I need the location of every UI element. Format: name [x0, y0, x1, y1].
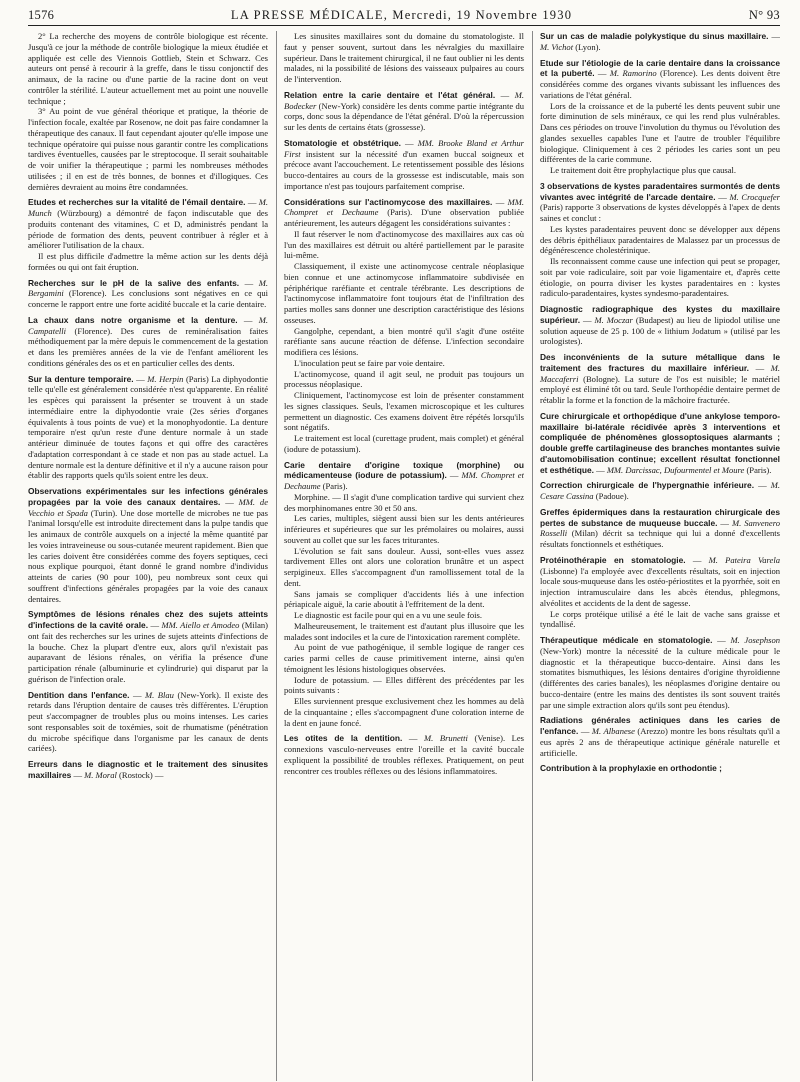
article-heading: Correction chirurgicale de l'hypergnathie inférieure.	[540, 480, 755, 491]
article-block	[28, 374, 268, 482]
article-lead: Carie dentaire d'origine toxique (morphine) ou médicamenteuse (iodure de potassium). — MM. Chompret et Dechaume (Paris).	[284, 459, 524, 491]
article-body: (New-York) montre la nécessité de la culture médicale pour le diagnostic et la thérapeutique bucco-dentaire. Ainsi dans les stomatites bismuthiques, les lésions dentaires d'origine thyroïdienne (différentes des caries banales), les néoplasmes d'origine dentaire ou bucco-dentaire (entre les mains des dentistes ils sont souvent traités par une simple extraction alors qu'ils sont peu étendus).	[540, 645, 780, 710]
article-author: MM. Darcissac, Dufourmentel et Moure	[606, 464, 745, 475]
article-block	[540, 304, 780, 347]
article-body: (Turin). Une dose mortelle de microbes ne tue pas l'animal lorsqu'elle est introduite directement dans la pulpe tandis que les animaux de contrôle auxquels on a injecté la même quantité par les voies intraveineuse ou sous-cutanée meurent rapidement. Bien que les caries doivent être considérées comme des foyers septiques, ceci nous explique pourquoi, étant donné le grand nombre d'individus atteints de caries (90 pour 100), peu nombreux sont ceux qui souffrent d'infections générales propagées par la voie des canaux dentaires.	[28, 507, 268, 604]
article-lead: Etudes et recherches sur la vitalité de l'émail dentaire. — M. Munch (Würzbourg) a démontré de façon indiscutable que des produits contenant des vitamines, C et D, administrés pendant la période de formation des dents, peuvent contribuer à régler et à améliorer l'utilisation de la chaux.	[28, 197, 268, 251]
paragraph: Il faut réserver le nom d'actinomycose des maxillaires aux cas où l'un des maxillaires est détruit ou altéré partiellement par le parasite lui-même.	[284, 228, 524, 261]
article-body: (Venise). Les connexions vasculo-nerveuses entre l'oreille et la cavité buccale expliquent la possibilité de troubles réflexes. Pratiquement, on peut rencontrer ces troubles réflexes ou des lésions inflammatoires.	[284, 733, 524, 776]
article-body: (Florence). Les dents doivent être considérées comme des organes vivants subissant les influences des variations de l'état général.	[540, 68, 780, 100]
article-author: M. Munch	[28, 197, 268, 218]
article-author: M. Vichot	[540, 41, 574, 52]
article-lead: Thérapeutique médicale en stomatologie. — M. Josephson (New-York) montre la nécessité de la culture médicale pour le diagnostic et la thérapeutique bucco-dentaire. Ainsi dans les stomatites bismuthiques, les lésions dentaires d'origine thyroïdienne (différentes des caries banales), les néoplasmes d'origine dentaire ou bucco-dentaire (entre les mains des dentistes ils sont souvent traités par une simple extraction alors qu'ils sont peu étendus).	[540, 635, 780, 710]
article-block	[540, 181, 780, 299]
article-author: M. Albanese	[591, 726, 635, 736]
article-lead: Considérations sur l'actinomycose des maxillaires. — MM. Chompret et Dechaume (Paris). D'une observation publiée antérieurement, les auteurs dégagent les considérations suivantes :	[284, 196, 524, 228]
article-heading: Dentition dans l'enfance.	[28, 689, 130, 700]
article-heading: Sur la denture temporaire.	[28, 373, 134, 384]
paragraph: Les sinusites maxillaires sont du domaine du stomatologiste. Il faut y penser souvent, surtout dans les névralgies du maxillaire supérieur. Dans le traitement chirurgical, il ne faut oublier ni les dents malades, ni la possibilité de lésions des vaisseaux pulpaires au cours de l'intervention.	[284, 31, 524, 84]
article-lead: Dentition dans l'enfance. — M. Blau (New-York). Il existe des retards dans l'éruption dentaire de causes très différentes. L'éruption peut s'accompagner de troubles plus ou moins intenses. Les caries sont responsables soit de toxémies, soit de rhumatisme (pénétration du microbe spécifique dans l'organisme par les canaux de dents cariées).	[28, 689, 268, 754]
article-author: M. Crocquefer	[729, 191, 780, 202]
article-body: (Lisbonne) l'a employée avec d'excellents résultats, soit en injection locale sous-muqueuse dans les ostéo-périostites et la pyorrhée, soit en injection intramusculaire dans les abcès étendus, phlegmons, alvéolites et accidents de la dent de sagesse.	[540, 565, 780, 608]
article-author: M. Moral	[84, 769, 117, 780]
article-heading: Radiations générales actiniques dans les caries de l'enfance.	[540, 715, 780, 736]
article-heading: Etude sur l'étiologie de la carie dentaire dans la croissance et la puberté.	[540, 57, 780, 79]
article-body: (Würzbourg) a démontré de façon indiscutable que des produits contenant des vitamines, C et D, administrés pendant la période de formation des dents, peuvent contribuer à régler et à améliorer l'utilisation de la chaux.	[28, 208, 268, 251]
article-author: M. Pateira Varela	[708, 554, 780, 565]
article-heading: Carie dentaire d'origine toxique (morphine) ou médicamenteuse (iodure de potassium).	[284, 459, 524, 481]
paragraph: L'évolution se fait sans douleur. Aussi, sont-elles vues assez tardivement Elles ont alors une coloration brunâtre et un aspect serpigineux. Elles s'accompagnent d'un ramollissement total de la dent.	[284, 545, 524, 588]
article-lead: Greffes épidermiques dans la restauration chirurgicale des pertes de substance de muqueuse buccale. — M. Sanvenero Rosselli (Milan) décrit sa technique qui lui a donné d'excellents résultats fonctionnels et esthétiques.	[540, 506, 780, 549]
article-block	[284, 197, 524, 455]
paragraph: Au point de vue pathogénique, il semble logique de ranger ces caries parmi celles de cause primitivement interne, ainsi qu'en témoignent les lésions histologiques observées.	[284, 642, 524, 674]
article-author: M. Sanvenero Rosselli	[540, 517, 780, 539]
article-heading: Recherches sur le pH de la salive des enfants.	[28, 277, 240, 288]
article-block	[540, 352, 780, 406]
article-lead: La chaux dans notre organisme et la denture. — M. Campatelli (Florence). Des cures de reminéralisation faites méthodiquement par la mère depuis le commencement de la gestation et dans les premières années de la vie de l'enfant améliorent les conditions générales des os et en particulier celles des dents.	[28, 314, 268, 368]
article-heading: Diagnostic radiographique des kystes du maxillaire supérieur.	[540, 304, 780, 325]
article-heading: Symptômes de lésions rénales chez des sujets atteints d'infections de la cavité orale.	[28, 609, 268, 630]
paragraph: 3° Au point de vue général théorique et pratique, la théorie de l'infection focale, exaltée par Rosenow, ne doit pas faire condamner la thérapeutique des canaux. Il faut cependant ajouter qu'elle impose une technique opératoire qui puisse nous garantir contre les complications tardives éventuelles, causées par le streptocoque. Il serait souhaitable de voir unifier la thérapeutique ; parmi les nombreuses méthodes utilisées ; il en est de très bonnes, de bonnes et d'illogiques. Ces dernières devraient au moins être condamnées.	[28, 106, 268, 192]
paragraph: Elles surviennent presque exclusivement chez les hommes au delà de la cinquantaine ; elles s'accompagnent d'une coloration interne de la dent en jaune foncé.	[284, 696, 524, 728]
article-body: (Paris).	[320, 481, 348, 491]
article-block	[28, 278, 268, 310]
paragraph: Le corps protéique utilisé a été le lait de vache sans graisse et tyndallisé.	[540, 608, 780, 630]
article-heading: Observations expérimentales sur les infections générales propagées par la voie des canaux dentaires.	[28, 486, 268, 507]
article-body: (Milan) décrit sa technique qui lui a donné d'excellents résultats fonctionnels et esthétiques.	[540, 528, 780, 549]
article-lead: Recherches sur le pH de la salive des enfants. — M. Bergamini (Florence). Les conclusions sont négatives en ce qui concerne le rapport entre une forte acidité buccale et la carie dentaire.	[28, 277, 268, 309]
article-body: (Paris).	[744, 464, 772, 475]
article-block	[540, 715, 780, 758]
article-lead: Les otites de la dentition. — M. Brunetti (Venise). Les connexions vasculo-nerveuses entre l'oreille et la cavité buccale expliquent la possibilité de troubles réflexes. Pratiquement, on peut rencontrer ces troubles réflexes ou des lésions inflammatoires.	[284, 733, 524, 776]
paragraph: L'actinomycose, quand il agit seul, ne produit pas toujours un processus néoplasique.	[284, 368, 524, 390]
article-body: (Florence). Les conclusions sont négatives en ce qui concerne le rapport entre une forte acidité buccale et la carie dentaire.	[28, 288, 268, 309]
article-block	[28, 31, 268, 192]
article-heading: 3 observations de kystes paradentaires surmontés de dents vivantes avec intégrité de l'arcade dentaire.	[540, 180, 780, 202]
article-body: (Milan) ont fait des recherches sur les urines de sujets atteints d'infections de la bouche. Chez la plupart d'entre eux, alors qu'il n'existait pas auparavant de lésions rénales, on vérifia la présence d'une participation rénale (albuminurie et cylindrurie) qui disparut par la guérison de l'infection orale.	[28, 620, 268, 684]
paragraph: Le traitement doit être prophylactique plus que causal.	[550, 165, 737, 175]
article-lead: Symptômes de lésions rénales chez des sujets atteints d'infections de la cavité orale. — MM. Aiello et Amodeo (Milan) ont fait des recherches sur les urines de sujets atteints d'infections de la bouche. Chez la plupart d'entre eux, alors qu'il n'existait pas auparavant de lésions rénales, on vérifia la présence d'une participation rénale (albuminurie et cylindrurie) qui disparut par la guérison de l'infection orale.	[28, 609, 268, 684]
article-block	[540, 31, 780, 53]
article-author: M. Moczar	[594, 314, 633, 325]
article-author: M. Brunetti	[424, 733, 468, 744]
article-lead: Stomatologie et obstétrique. — MM. Brooke Bland et Arthur First insistent sur la nécessité d'un examen buccal soigneux et précoce avant l'accouchement. Le retentissement possible des lésions bucco-dentaires au cours de la grossesse est indiscutable, mais son importance n'est pas toujours parfaitement comprise.	[284, 137, 524, 191]
article-body: (Bologne). La suture de l'os est nuisible; le matériel employé est éliminé tôt ou tard. Seule l'orthopédie dentaire permet de rétablir la forme et la fonction de la mâchoire fracturée.	[540, 373, 780, 405]
article-block	[540, 411, 780, 476]
paragraph: Les caries, multiples, siègent aussi bien sur les dents antérieures inférieures et supérieures que sur les prémolaires ou molaires, aussi souvent au collet que sur les faces triturantes.	[284, 513, 524, 545]
article-author: M. Bodecker	[284, 89, 524, 111]
paragraph: Classiquement, il existe une actinomycose centrale néoplasique bien connue et une actinomycose inflammatoire subdivisée en périphérique raréfiante et centrale térébrante. Les descriptions de l'actinomycose inflammatoire font toujours état de l'infiltration des parties molles sans donner une description caractéristique des lésions osseuses.	[284, 261, 524, 325]
article-body: (Arezzo) montre les bons résultats qu'il a eus après 2 ans de thérapeutique actinique générale naturelle et artificielle.	[540, 726, 780, 758]
article-author: MM. de Vecchio et Spada	[28, 496, 268, 518]
article-block	[540, 507, 780, 550]
article-lead: Sur la denture temporaire. — M. Herpin (Paris) La diphyodontie telle qu'elle est généralement considérée n'est qu'apparente. En réalité les espèces qui paraissent la présenter se trouvent à un stade intermédiaire entre la diphyodontie vraie (2es séries d'organes équivalents à tous points de vue) et la monophyodontie. La denture temporaire n'est qu'un reste d'une denture normale à un stade antérieur diminuée de toutes façons et qui offre des caractères d'adaptation correspondant à ce stade et non pas au stade actuel. La denture normale est la denture définitive et il n'y a aucune raison pour établir des rapports quels qu'ils soient entre les deux.	[28, 373, 268, 481]
article-lead: Etude sur l'étiologie de la carie dentaire dans la croissance et la puberté. — M. Ramorino (Florence). Les dents doivent être considérées comme des organes vivants subissant les influences des variations de l'état général.	[540, 57, 780, 100]
article-block	[284, 31, 524, 85]
article-block	[540, 58, 780, 176]
article-block	[28, 759, 268, 781]
article-author: MM. Chompret et Dechaume	[284, 196, 524, 218]
article-heading: Etudes et recherches sur la vitalité de l'émail dentaire.	[28, 197, 246, 208]
article-lead: 3 observations de kystes paradentaires surmontés de dents vivantes avec intégrité de l'arcade dentaire. — M. Crocquefer (Paris) rapporte 3 observations de kystes développés à l'apex de dents saines et conclut :	[540, 180, 780, 223]
article-block	[28, 609, 268, 684]
article-body: (Lyon).	[573, 41, 601, 52]
article-block	[28, 486, 268, 604]
article-heading: Greffes épidermiques dans la restauration chirurgicale des pertes de substance de muqueuse buccale.	[540, 506, 780, 528]
article-block	[284, 460, 524, 729]
paragraph: Les kystes paradentaires peuvent donc se développer aux dépens des débris épithéliaux paradentaires de Malassez par un processus de dégénérescence cholestérinique.	[540, 223, 780, 256]
article-block	[540, 635, 780, 710]
article-author: M. Josephson	[730, 635, 780, 645]
article-author: MM. Brooke Bland et Arthur First	[284, 137, 524, 159]
article-heading: Erreurs dans le diagnostic et le traitement des sinusites maxillaires	[28, 759, 268, 780]
paragraph: Cliniquement, l'actinomycose est loin de présenter constamment les signes classiques. Seuls, l'examen microscopique et les cultures permettent un diagnostic. Ces examens doivent être répétés lorsqu'ils sont négatifs.	[284, 390, 524, 433]
article-lead: Correction chirurgicale de l'hypergnathie inférieure. — M. Cesare Cassina (Padoue).	[540, 480, 780, 501]
article-block	[540, 555, 780, 630]
paragraph: Le traitement est local (curettage prudent, mais complet) et général (iodure de potassium).	[284, 433, 524, 454]
page-number: 1576	[28, 8, 55, 22]
article-author: M. Maccaferri	[540, 362, 780, 384]
article-lead: Protéinothérapie en stomatologie. — M. Pateira Varela (Lisbonne) l'a employée avec d'excellents résultats, soit en injection locale sous-muqueuse dans les ostéo-périostites et la pyorrhée, soit en injection intramusculaire dans les abcès étendus, phlegmons, alvéolites et accidents de la dent de sagesse.	[540, 554, 780, 608]
article-block	[540, 763, 780, 774]
paragraph: 2° La recherche des moyens de contrôle biologique est récente. Jusqu'à ce jour la méthode de contrôle biologique la mieux étudiée et appliquée est celle des Viennois Gottlieb, Stein et Schwarz. Ces auteurs ont pensé à recourir à la greffe, dans le tissu conjonctif des animaux, de la racine ou d'une partie de la racine dont on veut contrôler la stérilité. L'auteur actuellement met au point une nouvelle technique ;	[28, 31, 268, 106]
article-body: (New-York). Il existe des retards dans l'éruption dentaire de causes très différentes. L'éruption peut s'accompagner de troubles plus ou moins intenses. Les caries sont responsables soit de toxémies, soit de rhumatisme (pénétration du microbe spécifique dans l'organisme par les canaux de dents cariées).	[28, 689, 268, 754]
article-lead: Diagnostic radiographique des kystes du maxillaire supérieur. — M. Moczar (Budapest) au lieu de lipiodol utilise une solution aqueuse de 25 p. 100 de « lithium Jodatum » (utilisé par les urologistes).	[540, 304, 780, 347]
article-lead: Relation entre la carie dentaire et l'état général. — M. Bodecker (New-York) considère les dents comme partie intégrante du corps, donc sous la dépendance de l'état général. D'où la répercussion sur les dents de certains états (grossesse).	[284, 89, 524, 132]
paragraph: L'inoculation peut se faire par voie dentaire.	[294, 357, 445, 368]
article-block	[28, 315, 268, 369]
running-header	[28, 8, 780, 26]
article-body: (Padoue).	[593, 491, 629, 501]
issue-number: N° 93	[748, 8, 780, 22]
paragraph: Morphine. — Il s'agit d'une complication tardive qui survient chez des morphinomanes entre 30 et 50 ans.	[284, 491, 524, 513]
paragraph: Il est plus difficile d'admettre la même action sur les dents déjà formées ou qui ont fait éruption.	[28, 251, 268, 272]
article-author: M. Herpin	[147, 373, 184, 384]
article-body: (Rostock) —	[116, 769, 164, 780]
article-heading: Thérapeutique médicale en stomatologie.	[540, 635, 713, 645]
article-body: insistent sur la nécessité d'un examen buccal soigneux et précoce avant l'accouchement. Le retentissement possible des lésions bucco-dentaires au cours de la grossesse est indiscutable, mais son importance n'est pas toujours parfaitement comprise.	[284, 148, 524, 191]
text-columns	[28, 31, 780, 1081]
article-lead: Cure chirurgicale et orthopédique d'une ankylose temporo-maxillaire bi-latérale récidivée après 3 interventions et compliquée de phénomènes glossoptosiques alarmants ; double greffe cartilagineuse des branches montantes suivie d'automobilisation continue; excellent résultat fonctionnel et esthétique. — MM. Darcissac, Dufourmentel et Moure (Paris).	[540, 410, 780, 475]
article-body: (Budapest) au lieu de lipiodol utilise une solution aqueuse de 25 p. 100 de « lithium Jodatum » (utilisé par les urologistes).	[540, 314, 780, 347]
article-heading: Sur un cas de maladie polykystique du sinus maxillaire.	[540, 31, 769, 41]
article-heading: Cure chirurgicale et orthopédique d'une ankylose temporo-maxillaire bi-latérale récidivée après 3 interventions et compliquée de phénomènes glossoptosiques alarmants ; double greffe cartilagineuse des branches montantes suivie d'automobilisation continue; excellent résultat fonctionnel et esthétique.	[540, 410, 780, 475]
article-body: (Paris). D'une observation publiée antérieurement, les auteurs dégagent les considérations suivantes :	[284, 207, 524, 228]
article-lead: Erreurs dans le diagnostic et le traitement des sinusites maxillaires — M. Moral (Rostock) —	[28, 759, 268, 780]
article-heading: Considérations sur l'actinomycose des maxillaires.	[284, 196, 493, 207]
paragraph: Gangolphe, cependant, a bien montré qu'il s'agit d'une ostéite raréfiante sans aucune réaction de défense. L'infection secondaire modifiera ces lésions.	[284, 325, 524, 357]
paragraph: Lors de la croissance et de la puberté les dents peuvent subir une forte diminution de sels minéraux, ce qui les rend plus vulnérables. Dans ces périodes on trouve l'involution du thymus ou l'évolution des glandes sexuelles capables l'une et l'autre de troubler l'équilibre biologique. Cliniquement à ces 2 périodes les caries sont un peu différentes de la carie commune.	[540, 100, 780, 165]
article-heading: La chaux dans notre organisme et la denture.	[28, 314, 238, 325]
article-body: (Florence). Des cures de reminéralisation faites méthodiquement par la mère depuis le commencement de la gestation et dans les premières années de la vie de l'enfant améliorent les conditions générales des os et en particulier celles des dents.	[28, 325, 268, 368]
paragraph: Sans jamais se compliquer d'accidents liés à une infection périapicale aiguë, la carie aboutit à l'effritement de la dent.	[284, 588, 524, 610]
article-block	[540, 480, 780, 502]
paragraph: Ils reconnaissent comme cause une infection qui peut se propager, soit par voie radiculaire, soit par voie ligamentaire et, d'après cette étiologie, on pourra diviser les kystes paradentaires en : kystes radiculo-paradentaires, kystes syndesmo-paradentaires.	[540, 256, 780, 299]
article-lead: Des inconvénients de la suture métallique dans le traitement des fractures du maxillaire inférieur. — M. Maccaferri (Bologne). La suture de l'os est nuisible; le matériel employé est éliminé tôt ou tard. Seule l'orthopédie dentaire permet de rétablir la forme et la fonction de la mâchoire fracturée.	[540, 352, 780, 405]
article-author: M. Bergamini	[28, 277, 268, 299]
article-author: MM. Chompret et Dechaume	[284, 470, 524, 491]
article-lead: Radiations générales actiniques dans les caries de l'enfance. — M. Albanese (Arezzo) montre les bons résultats qu'il a eus après 2 ans de thérapeutique actinique générale naturelle et artificielle.	[540, 715, 780, 758]
article-body: (New-York) considère les dents comme partie intégrante du corps, donc sous la dépendance de l'état général. D'où la répercussion sur les dents de certains états (grossesse).	[284, 100, 524, 132]
column-right	[532, 31, 780, 1081]
article-author: M. Cesare Cassina	[540, 480, 780, 501]
article-block	[28, 690, 268, 755]
article-heading: Contribution à la prophylaxie en orthodontie ;	[540, 763, 722, 774]
article-author: M. Ramorino	[609, 68, 657, 79]
article-heading: Protéinothérapie en stomatologie.	[540, 554, 686, 565]
article-author: M. Blau	[145, 689, 174, 700]
article-lead: Sur un cas de maladie polykystique du sinus maxillaire. — M. Vichot (Lyon).	[540, 31, 780, 52]
article-block	[284, 90, 524, 133]
paragraph: Le diagnostic est facile pour qui en a vu une seule fois.	[294, 610, 482, 620]
article-lead: Observations expérimentales sur les infections générales propagées par la voie des canaux dentaires. — MM. de Vecchio et Spada (Turin). Une dose mortelle de microbes ne tue pas l'animal lorsqu'elle est introduite directement dans la pulpe tandis que les animaux de contrôle auxquels on a injecté la même quantité par les voies intraveineuse ou sous-cutanée meurent rapidement. Bien que les caries doivent être considérées comme des foyers septiques, ceci nous explique pourquoi, étant donné le grand nombre d'individus atteints de caries (90 pour 100), peu nombreux sont ceux qui souffrent d'infections générales propagées par la voie des canaux dentaires.	[28, 486, 268, 604]
article-body: (Paris) La diphyodontie telle qu'elle est généralement considérée n'est qu'apparente. En réalité les espèces qui paraissent la présenter se trouvent à un stade intermédiaire entre la diphyodontie vraie (2es séries d'organes équivalents à tous points de vue) et la monophyodontie. La denture temporaire n'est qu'un reste d'une denture normale à un stade antérieur diminuée de toutes façons et qui offre des caractères d'adaptation correspondant à ce stade et non pas au stade actuel. La denture normale est la denture définitive et il n'y a aucune raison pour établir des rapports quels qu'ils soient entre les deux.	[28, 373, 268, 481]
journal-title: LA PRESSE MÉDICALE, Mercredi, 19 Novembre 1930	[230, 8, 573, 22]
column-left	[28, 31, 268, 1081]
article-heading: Des inconvénients de la suture métallique dans le traitement des fractures du maxillaire inférieur.	[540, 352, 780, 373]
article-heading: Les otites de la dentition.	[284, 733, 403, 744]
article-heading: Relation entre la carie dentaire et l'état général.	[284, 89, 496, 100]
article-author: M. Campatelli	[28, 314, 268, 336]
paragraph: Iodure de potassium. — Elles diffèrent des précédentes par les points suivants :	[284, 674, 524, 696]
column-middle	[276, 31, 524, 1081]
article-heading: Stomatologie et obstétrique.	[284, 137, 401, 148]
article-block	[284, 138, 524, 192]
article-block	[284, 733, 524, 776]
paragraph: Malheureusement, le traitement est d'autant plus illusoire que les malades sont indociles et la cure de l'intoxication rarement complète.	[284, 620, 524, 642]
article-lead	[540, 763, 780, 774]
article-body: (Paris) rapporte 3 observations de kystes développés à l'apex de dents saines et conclut :	[540, 202, 780, 223]
article-author: MM. Aiello et Amodeo	[161, 620, 240, 630]
article-block	[28, 197, 268, 272]
